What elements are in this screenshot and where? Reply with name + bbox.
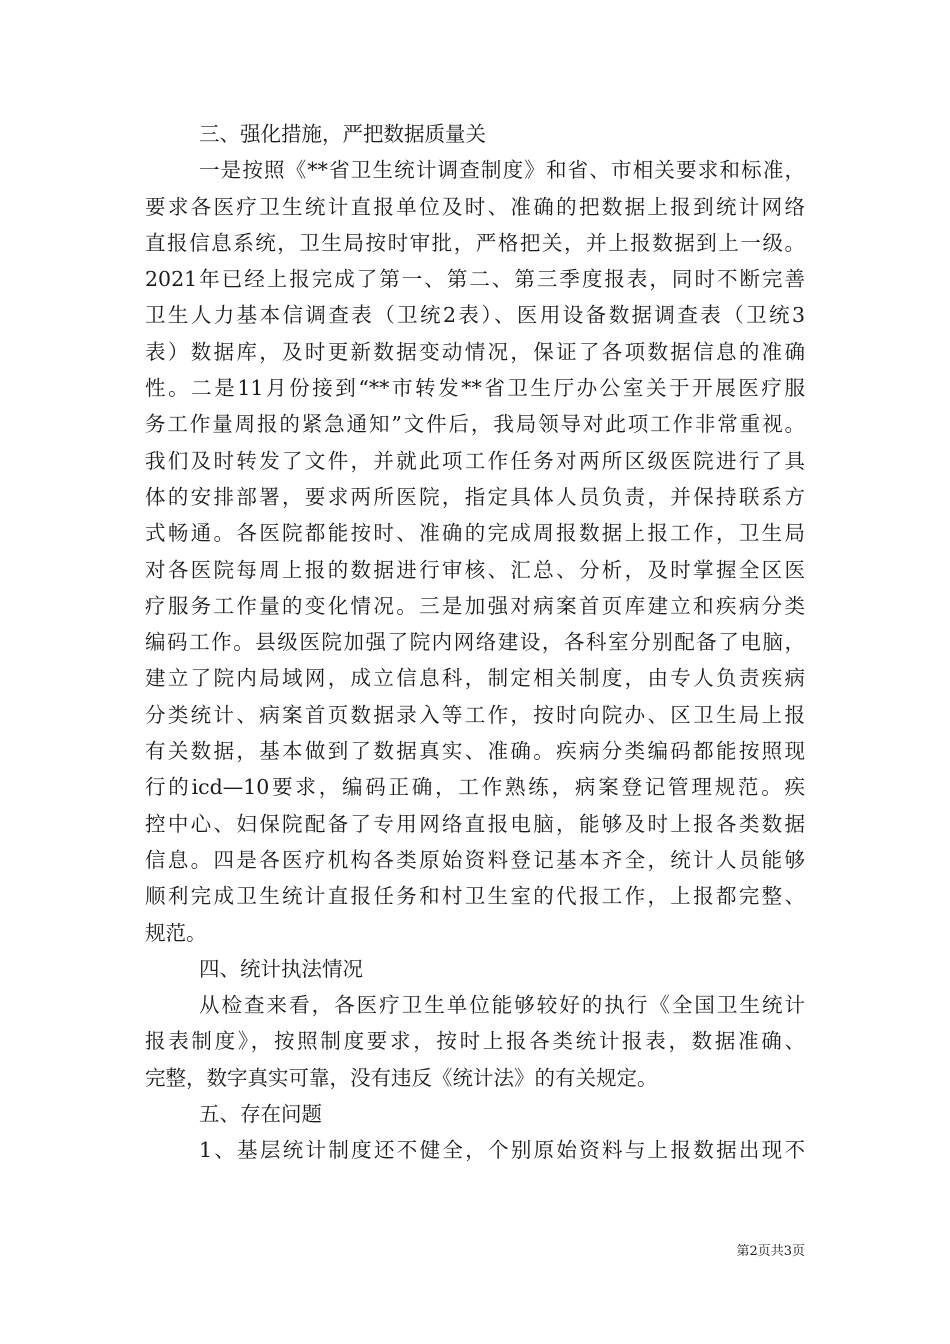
paragraph-line: 体的安排部署，要求两所医院，指定具体人员负责，并保持联系方	[145, 484, 805, 509]
paragraph-line: 编码工作。县级医院加强了院内网络建设，各科室分别配备了电脑，	[145, 630, 805, 655]
section-heading: 五、存在问题	[199, 1102, 322, 1127]
paragraph-line: 从检查来看，各医疗卫生单位能够较好的执行《全国卫生统计	[199, 993, 805, 1018]
paragraph-line: 完整，数字真实可靠，没有违反《统计法》的有关规定。	[145, 1065, 658, 1090]
paragraph-line: 式畅通。各医院都能按时、准确的完成周报数据上报工作，卫生局	[145, 521, 805, 546]
section-heading: 四、统计执法情况	[199, 956, 363, 981]
paragraph-line: 一是按照《**省卫生统计调查制度》和省、市相关要求和标准，	[199, 158, 805, 183]
paragraph-line: 信息。四是各医疗机构各类原始资料登记基本齐全，统计人员能够	[145, 847, 805, 872]
paragraph-line: 表）数据库，及时更新数据变动情况，保证了各项数据信息的准确	[145, 339, 805, 364]
paragraph-line: 建立了院内局域网，成立信息科，制定相关制度，由专人负责疾病	[145, 666, 805, 691]
paragraph-line: 对各医院每周上报的数据进行审核、汇总、分析，及时掌握全区医	[145, 557, 805, 582]
paragraph-line: 行的icd—10要求，编码正确，工作熟练，病案登记管理规范。疾	[145, 775, 805, 800]
paragraph-line: 要求各医疗卫生统计直报单位及时、准确的把数据上报到统计网络	[145, 194, 805, 219]
paragraph-line: 规范。	[145, 920, 207, 945]
paragraph-line: 顺利完成卫生统计直报任务和村卫生室的代报工作，上报都完整、	[145, 884, 805, 909]
paragraph-line: 务工作量周报的紧急通知”文件后，我局领导对此项工作非常重视。	[145, 412, 805, 437]
page-number-footer: 第2页共3页	[736, 1244, 805, 1259]
paragraph-line: 有关数据，基本做到了数据真实、准确。疾病分类编码都能按照现	[145, 739, 805, 764]
section-heading: 三、强化措施，严把数据质量关	[199, 122, 486, 146]
paragraph-line: 分类统计、病案首页数据录入等工作，按时向院办、区卫生局上报	[145, 702, 805, 727]
paragraph-line: 卫生人力基本信调查表（卫统2表）、医用设备数据调查表（卫统3	[145, 303, 805, 328]
paragraph-line: 直报信息系统，卫生局按时审批，严格把关，并上报数据到上一级。	[145, 230, 805, 255]
paragraph-line: 报表制度》，按照制度要求，按时上报各类统计报表，数据准确、	[145, 1029, 805, 1054]
paragraph-line: 1、基层统计制度还不健全，个别原始资料与上报数据出现不	[199, 1138, 805, 1163]
paragraph-line: 疗服务工作量的变化情况。三是加强对病案首页库建立和疾病分类	[145, 593, 805, 618]
paragraph-line: 性。二是11月份接到“**市转发**省卫生厅办公室关于开展医疗服	[145, 376, 805, 401]
paragraph-line: 我们及时转发了文件，并就此项工作任务对两所区级医院进行了具	[145, 448, 805, 473]
document-body	[145, 116, 805, 1169]
paragraph-line: 控中心、妇保院配备了专用网络直报电脑，能够及时上报各类数据	[145, 811, 805, 836]
paragraph-line: 2021年已经上报完成了第一、第二、第三季度报表，同时不断完善	[145, 267, 805, 292]
